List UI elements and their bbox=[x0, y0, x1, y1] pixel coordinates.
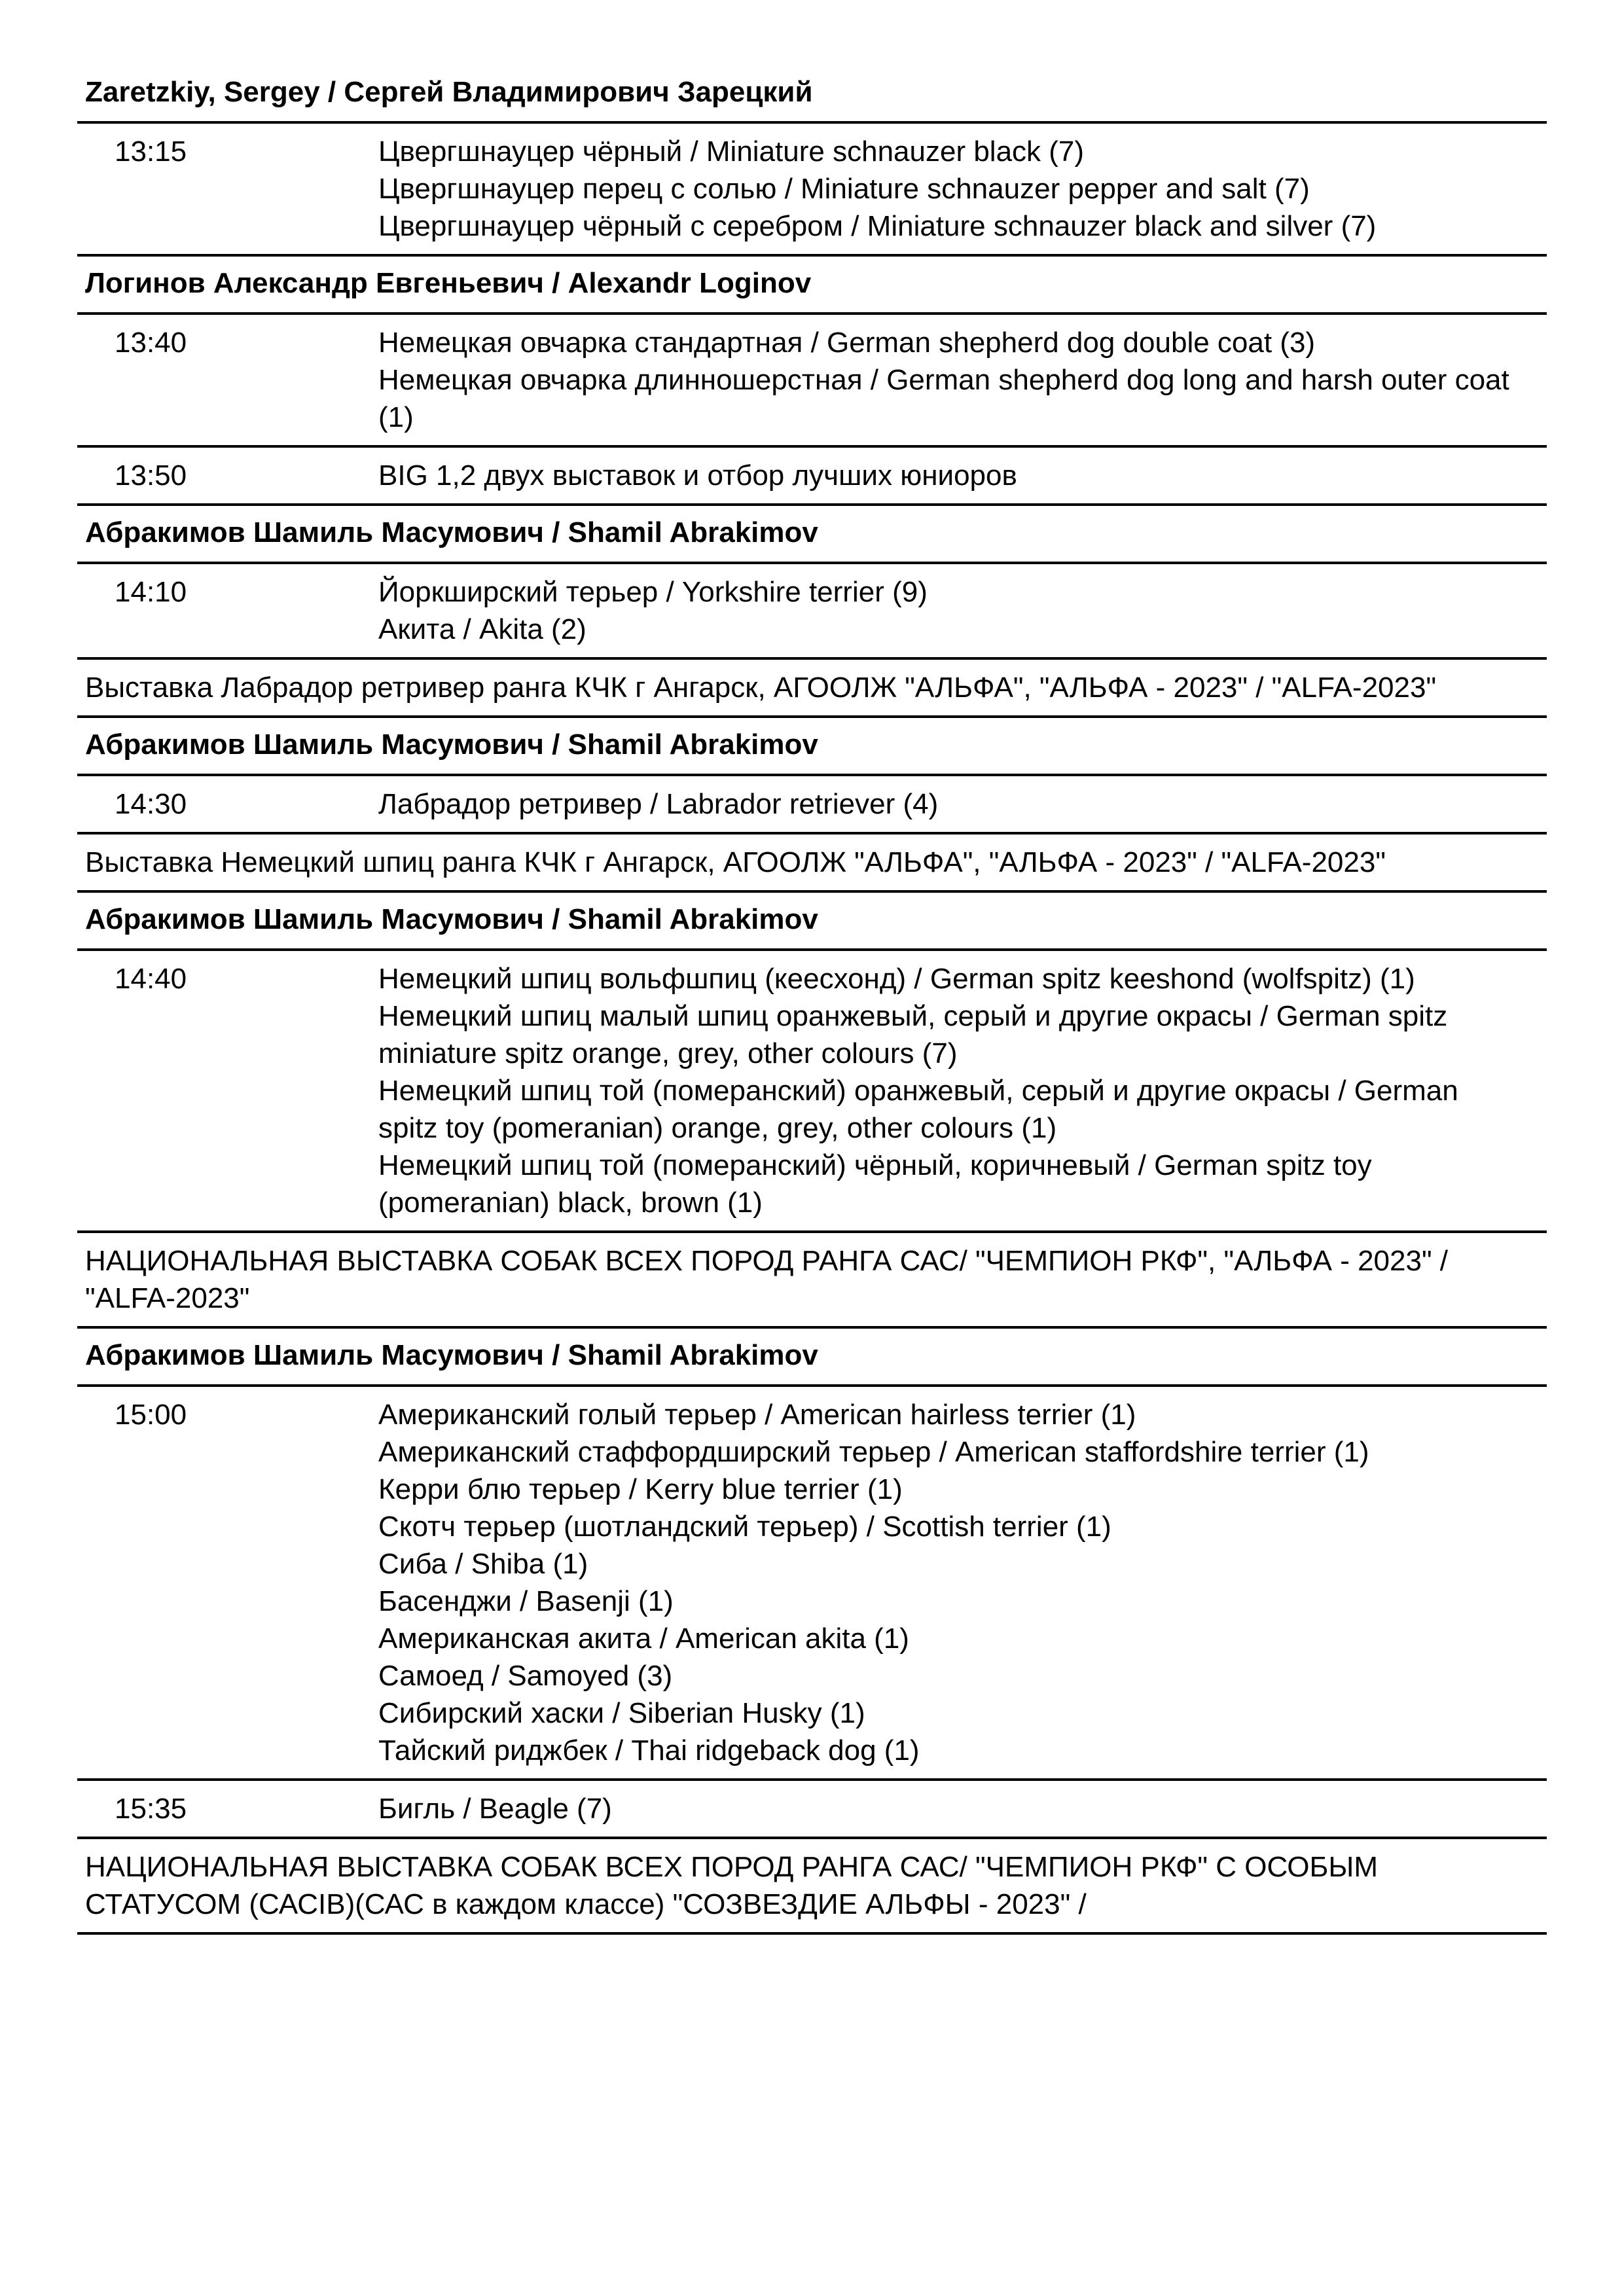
judge-heading: Абракимов Шамиль Масумович / Shamil Abrakimov bbox=[77, 718, 1547, 776]
time-slot: 14:40 bbox=[115, 963, 187, 995]
breed-entry: Акита / Akita (2) bbox=[378, 613, 586, 645]
show-title: Выставка Немецкий шпиц ранга КЧК г Ангарск, АГООЛЖ "АЛЬФА", "АЛЬФА - 2023" / "ALFA-2023" bbox=[77, 834, 1547, 893]
judge-heading: Абракимов Шамиль Масумович / Shamil Abrakimov bbox=[77, 893, 1547, 951]
time-slot: 15:35 bbox=[115, 1793, 187, 1825]
breed-list bbox=[378, 457, 1547, 494]
time-slot: 15:00 bbox=[115, 1399, 187, 1431]
breed-entry: Басенджи / Basenji (1) bbox=[378, 1585, 674, 1617]
schedule-row bbox=[77, 315, 1547, 448]
breed-entry: Немецкий шпиц малый шпиц оранжевый, серый и другие окрасы / German spitz miniature spitz orange, grey, other colours (7) bbox=[378, 1000, 1448, 1069]
breed-entry: Скотч терьер (шотландский терьер) / Scottish terrier (1) bbox=[378, 1511, 1111, 1543]
show-title: НАЦИОНАЛЬНАЯ ВЫСТАВКА СОБАК ВСЕХ ПОРОД РАНГА САС/ "ЧЕМПИОН РКФ", "АЛЬФА - 2023" / "ALFA-2023" bbox=[77, 1233, 1547, 1329]
breed-entry: Немецкий шпиц той (померанский) оранжевый, серый и другие окрасы / German spitz toy (pomeranian) orange, grey, other colours (1) bbox=[378, 1075, 1458, 1144]
breed-entry: Йоркширский терьер / Yorkshire terrier (9) bbox=[378, 576, 928, 608]
judge-heading: Логинов Александр Евгеньевич / Alexandr Loginov bbox=[77, 257, 1547, 315]
breed-entry: Керри блю терьер / Kerry blue terrier (1) bbox=[378, 1473, 903, 1505]
breed-entry: Американский стаффордширский терьер / American staffordshire terrier (1) bbox=[378, 1436, 1369, 1468]
breed-list bbox=[378, 133, 1547, 245]
judge-heading: Абракимов Шамиль Масумович / Shamil Abrakimov bbox=[77, 506, 1547, 564]
breed-entry: Самоед / Samoyed (3) bbox=[378, 1660, 673, 1692]
breed-entry: Цвергшнауцер чёрный с серебром / Miniature schnauzer black and silver (7) bbox=[378, 210, 1377, 242]
breed-entry: Американский голый терьер / American hairless terrier (1) bbox=[378, 1399, 1136, 1431]
breed-entry: Сиба / Shiba (1) bbox=[378, 1548, 588, 1580]
schedule-row bbox=[77, 564, 1547, 660]
breed-entry: Немецкая овчарка длинношерстная / German shepherd dog long and harsh outer coat (1) bbox=[378, 364, 1509, 433]
breed-entry: BIG 1,2 двух выставок и отбор лучших юниоров bbox=[378, 459, 1017, 492]
breed-entry: Немецкая овчарка стандартная / German shepherd dog double coat (3) bbox=[378, 327, 1316, 359]
schedule-row bbox=[77, 124, 1547, 257]
breed-list bbox=[378, 573, 1547, 648]
time-slot: 13:50 bbox=[115, 459, 187, 492]
breed-entry: Бигль / Beagle (7) bbox=[378, 1793, 612, 1825]
time-slot: 13:15 bbox=[115, 135, 187, 168]
breed-list bbox=[378, 324, 1547, 436]
judge-heading: Zaretzkiy, Sergey / Сергей Владимирович Зарецкий bbox=[77, 65, 1547, 124]
schedule-row bbox=[77, 1781, 1547, 1839]
schedule-row bbox=[77, 951, 1547, 1233]
time-slot: 14:10 bbox=[115, 576, 187, 608]
breed-list bbox=[378, 1396, 1547, 1769]
breed-entry: Сибирский хаски / Siberian Husky (1) bbox=[378, 1697, 865, 1729]
breed-list bbox=[378, 960, 1547, 1221]
schedule-page bbox=[77, 65, 1547, 1935]
time-slot: 14:30 bbox=[115, 788, 187, 820]
schedule-row bbox=[77, 1387, 1547, 1781]
breed-entry: Цвергшнауцер перец с солью / Miniature schnauzer pepper and salt (7) bbox=[378, 173, 1310, 205]
breed-entry: Лабрадор ретривер / Labrador retriever (4) bbox=[378, 788, 939, 820]
breed-entry: Немецкий шпиц вольфшпиц (кеесхонд) / German spitz keeshond (wolfspitz) (1) bbox=[378, 963, 1415, 995]
breed-entry: Тайский риджбек / Thai ridgeback dog (1) bbox=[378, 1734, 920, 1767]
show-title: Выставка Лабрадор ретривер ранга КЧК г Ангарск, АГООЛЖ "АЛЬФА", "АЛЬФА - 2023" / "ALFA-2023" bbox=[77, 660, 1547, 718]
breed-list bbox=[378, 1790, 1547, 1827]
schedule-row bbox=[77, 448, 1547, 506]
schedule-row bbox=[77, 776, 1547, 834]
show-title: НАЦИОНАЛЬНАЯ ВЫСТАВКА СОБАК ВСЕХ ПОРОД РАНГА САС/ "ЧЕМПИОН РКФ" С ОСОБЫМ СТАТУСОМ (САСIB)(САС в каждом классе) "СОЗВЕЗДИЕ АЛЬФЫ - 2023" / bbox=[77, 1839, 1547, 1935]
breed-list bbox=[378, 785, 1547, 823]
breed-entry: Цвергшнауцер чёрный / Miniature schnauzer black (7) bbox=[378, 135, 1085, 168]
breed-entry: Американская акита / American akita (1) bbox=[378, 1623, 909, 1655]
judge-heading: Абракимов Шамиль Масумович / Shamil Abrakimov bbox=[77, 1329, 1547, 1387]
breed-entry: Немецкий шпиц той (померанский) чёрный, коричневый / German spitz toy (pomeranian) black, brown (1) bbox=[378, 1149, 1372, 1219]
time-slot: 13:40 bbox=[115, 327, 187, 359]
